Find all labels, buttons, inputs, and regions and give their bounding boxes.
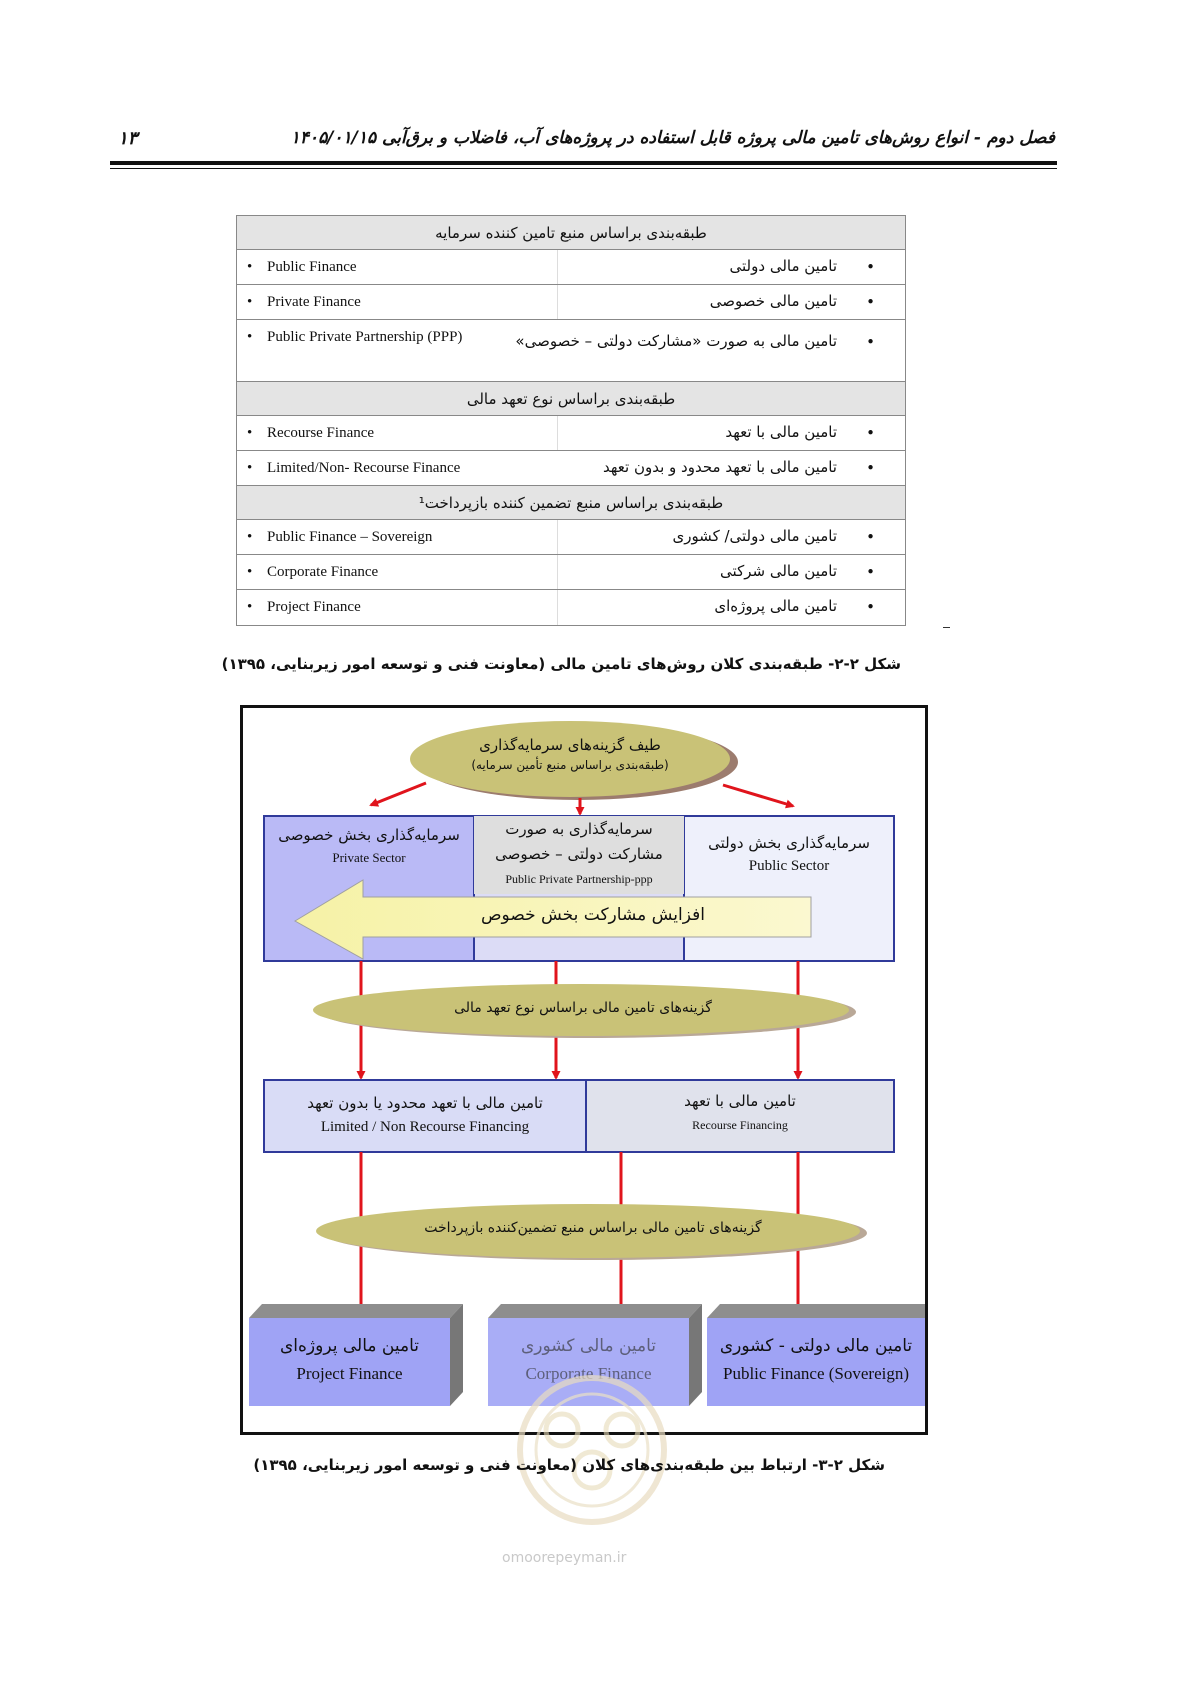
page-number: ۱۳ <box>118 128 138 149</box>
project-box-side <box>450 1304 463 1406</box>
row-fa: تامین مالی دولتی/ کشوری <box>672 527 837 545</box>
page-header <box>110 128 1055 156</box>
limited-recourse-fa: تامین مالی با تعهد محدود یا بدون تعهد <box>307 1094 543 1112</box>
private-sector-en: Private Sector <box>332 850 406 865</box>
table-row <box>237 416 905 451</box>
header-rule-thin <box>110 168 1057 169</box>
bullet: • <box>866 563 875 581</box>
row-en: • Limited/Non- Recourse Finance <box>267 460 460 477</box>
row-en: • Private Finance <box>267 294 361 311</box>
row-fa: تامین مالی به صورت «مشارکت دولتی – خصوصی» <box>515 332 837 350</box>
row-fa: تامین مالی دولتی <box>729 257 837 275</box>
row-fa: تامین مالی با تعهد <box>725 423 837 441</box>
table-row <box>237 590 905 625</box>
arrow-label: افزایش مشارکت بخش خصوص <box>481 905 705 925</box>
limited-recourse-box <box>264 1080 586 1152</box>
bullet: • <box>866 424 875 442</box>
chapter-title: فصل دوم - انواع روش‌های تامین مالی پروژه قابل استفاده در پروژه‌های آب، فاضلاب و برق‌آبی ۱۴۰۵/۰۱/۱۵ <box>290 128 1055 148</box>
table-row <box>237 555 905 590</box>
mid-ellipse-label: گزینه‌های تامین مالی براساس نوع تعهد مالی <box>454 1000 712 1016</box>
relationship-diagram <box>240 705 928 1435</box>
table-row <box>237 285 905 320</box>
top-ellipse-line1: طیف گزینه‌های سرمایه‌گذاری <box>479 736 661 754</box>
table-row <box>237 250 905 285</box>
table-row <box>237 320 905 382</box>
row-fa: تامین مالی شرکتی <box>720 562 837 580</box>
recourse-en: Recourse Financing <box>692 1118 788 1132</box>
row-en: • Public Private Partnership (PPP) <box>267 329 462 346</box>
classification-table <box>236 215 906 626</box>
sovereign-fa: تامین مالی دولتی - کشوری <box>719 1336 913 1356</box>
public-sector-en: Public Sector <box>748 858 830 874</box>
project-box-top <box>249 1304 463 1318</box>
project-box <box>249 1318 450 1406</box>
top-ellipse-line2: (طبقه‌بندی براساس منبع تأمین سرمایه) <box>471 758 669 772</box>
low-ellipse-label: گزینه‌های تامین مالی براساس منبع تضمین‌کننده بازپرداخت <box>424 1220 762 1236</box>
arrow-to-private <box>371 783 426 805</box>
row-en: • Public Finance – Sovereign <box>267 529 432 546</box>
corporate-box-side <box>689 1304 702 1406</box>
row-en: • Project Finance <box>267 599 361 616</box>
row-en: • Public Finance <box>267 259 357 276</box>
sovereign-en: Public Finance (Sovereign) <box>722 1364 909 1383</box>
corporate-box <box>488 1318 689 1406</box>
corporate-box-top <box>488 1304 702 1318</box>
sovereign-box <box>707 1318 925 1406</box>
ppp-fa-line1: سرمایه‌گذاری به صورت <box>505 820 653 838</box>
arrow-to-public <box>723 785 793 806</box>
table-section-header: طبقه‌بندی براساس منبع تضمین کننده بازپرداخت¹ <box>237 486 905 520</box>
recourse-fa: تامین مالی با تعهد <box>684 1092 796 1110</box>
diagram-graphics <box>243 708 925 1432</box>
row-fa: تامین مالی پروژه‌ای <box>714 597 837 615</box>
ppp-en: Public Private Partnership-ppp <box>505 872 653 886</box>
watermark-site: omoorepeyman.ir <box>502 1550 627 1566</box>
recourse-box <box>586 1080 894 1152</box>
corporate-fa: تامین مالی کشوری <box>520 1336 657 1356</box>
margin-dash <box>943 627 950 628</box>
limited-recourse-en: Limited / Non Recourse Financing <box>320 1119 530 1135</box>
project-fa: تامین مالی پروژه‌ای <box>280 1336 419 1356</box>
bullet: • <box>866 293 875 311</box>
row-fa: تامین مالی خصوصی <box>709 292 837 310</box>
bullet: • <box>866 333 875 351</box>
project-en: Project Finance <box>296 1364 403 1383</box>
table-row <box>237 451 905 486</box>
bullet: • <box>866 528 875 546</box>
private-sector-fa: سرمایه‌گذاری بخش خصوصی <box>278 826 460 844</box>
row-fa: تامین مالی با تعهد محدود و بدون تعهد <box>603 458 837 476</box>
header-rule-thick <box>110 161 1057 165</box>
ppp-fa-line2: مشارکت دولتی – خصوصی <box>495 845 663 863</box>
bullet: • <box>866 459 875 477</box>
table-row <box>237 520 905 555</box>
figure-caption-2: شکل ۲-۳- ارتباط بین طبقه‌بندی‌های کلان (معاونت فنی و توسعه امور زیربنایی، ۱۳۹۵) <box>253 1456 885 1474</box>
corporate-en: Corporate Finance <box>525 1364 652 1383</box>
figure-caption-1: شکل ۲-۲- طبقه‌بندی کلان روش‌های تامین مالی (معاونت فنی و توسعه امور زیربنایی، ۱۳۹۵) <box>221 655 901 673</box>
table-section-header: طبقه‌بندی براساس نوع تعهد مالی <box>237 382 905 416</box>
sovereign-box-top <box>707 1304 925 1318</box>
public-sector-fa: سرمایه‌گذاری بخش دولتی <box>708 834 870 852</box>
bullet: • <box>866 258 875 276</box>
row-en: • Corporate Finance <box>267 564 378 581</box>
table-section-header: طبقه‌بندی براساس منبع تامین کننده سرمایه <box>237 216 905 250</box>
bullet: • <box>866 598 875 616</box>
row-en: • Recourse Finance <box>267 425 374 442</box>
